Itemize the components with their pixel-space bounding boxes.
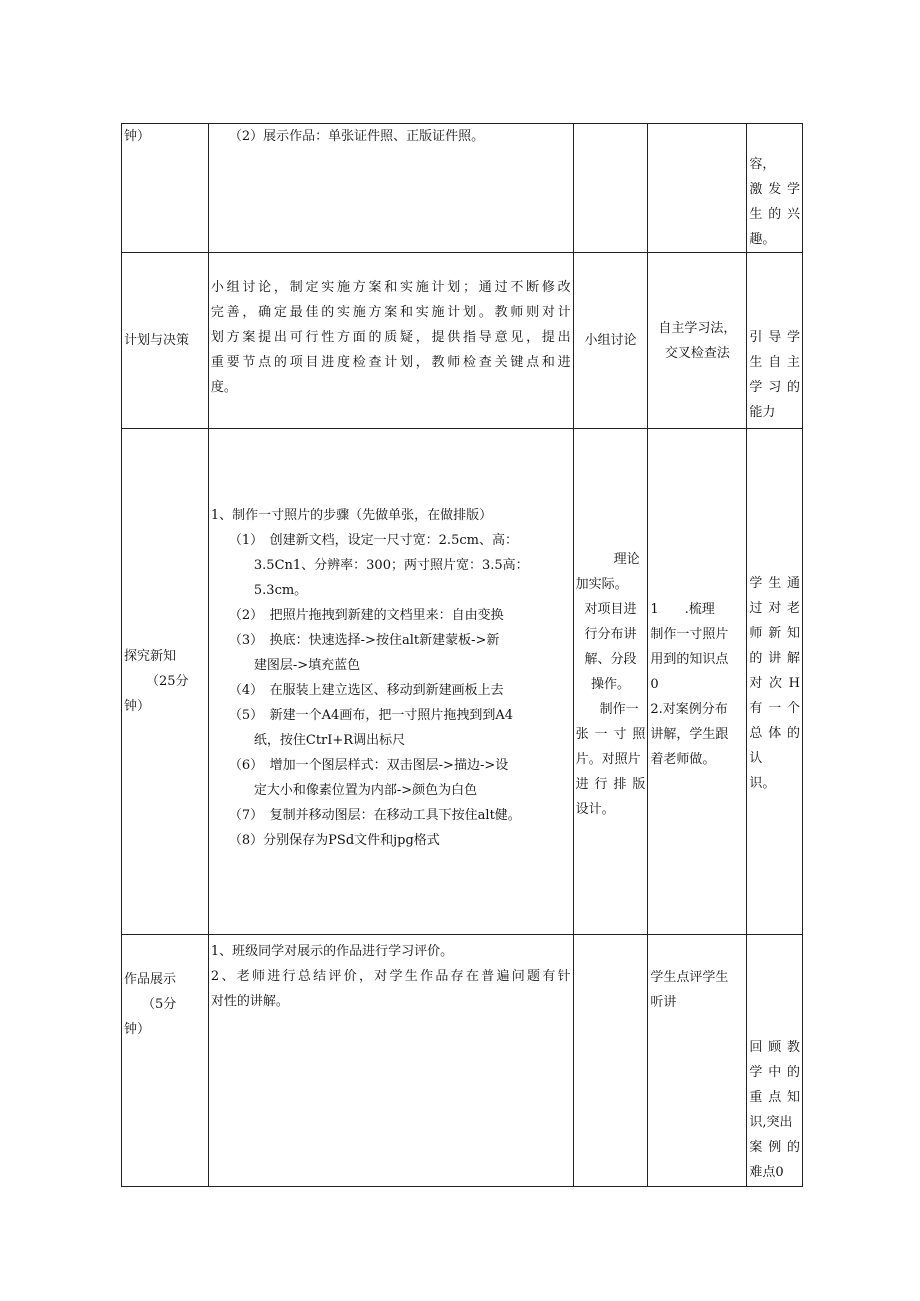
content-cell [208, 429, 573, 935]
stage-text: 钟） [124, 129, 151, 144]
activity-line: 片。对照片 [575, 752, 641, 767]
content-line: （7） 复制并移动图层：在移动工具下按住alt健。 [228, 808, 521, 823]
activity-line: 对项目进 [584, 602, 637, 617]
content-line: （4） 在服装上建立选区、移动到新建画板上去 [228, 683, 504, 698]
content-cell [208, 253, 573, 429]
intent-line: 能力 [749, 405, 776, 420]
activity-line: 设计。 [575, 802, 615, 817]
lesson-plan-table [121, 123, 803, 1187]
stage-cell [122, 253, 209, 429]
stage-text: （5分 [142, 997, 177, 1012]
content-cell [208, 124, 573, 253]
activity-line: 张一寸照 [575, 727, 646, 742]
intent-line: 激发学 [749, 182, 800, 197]
activity-line: 小组讨论 [584, 333, 637, 348]
intent-line: 趣。 [749, 232, 776, 247]
intent-line: 对次H [749, 676, 800, 691]
activity-line: 加实际。 [575, 577, 628, 592]
activity-cell [573, 429, 648, 935]
content-line: 划方案提出可行性方面的质疑，提供指导意见，提出 [210, 330, 571, 345]
intent-line: 师新知 [749, 626, 800, 641]
intent-line: 识。 [749, 776, 776, 791]
content-cell [208, 935, 573, 1187]
activity-cell [573, 124, 648, 253]
content-line: 度。 [210, 380, 237, 395]
intent-cell [747, 935, 803, 1187]
activity-cell [573, 935, 648, 1187]
activity-line: 进行排版 [575, 777, 646, 792]
content-line: （1） 创建新文档，设定一尺寸宽：2.5cm、高： [228, 533, 518, 548]
content-line: 1、制作一寸照片的步骤（先做单张，在做排版） [210, 508, 493, 523]
intent-line: 学中的 [749, 1065, 800, 1080]
content-line: （6） 增加一个图层样式：双击图层->描边->设 [228, 758, 509, 773]
stage-text: 钟） [124, 699, 151, 714]
content-line: 对性的讲解。 [210, 994, 289, 1009]
content-line: （3） 换底：快速选择->按住alt新建蒙板->新 [228, 633, 500, 648]
intent-line: 学习的 [749, 380, 800, 395]
intent-line: 过对老 [749, 601, 800, 616]
content-line: 1、班级同学对展示的作品进行学习评价。 [210, 944, 454, 959]
activity-line: 行分布讲 [584, 627, 637, 642]
method-cell [648, 253, 747, 429]
method-line: 2.对案例分布 [650, 702, 728, 717]
content-line: 建图层->填充蓝色 [253, 658, 361, 673]
content-line: （8）分别保存为PSd文件和jpg格式 [228, 833, 440, 848]
intent-line: 生自主 [749, 355, 800, 370]
content-line: 5.3cm。 [253, 583, 308, 598]
content-line: 定大小和像素位置为内部->颜色为白色 [253, 783, 478, 798]
method-line: 0 [650, 677, 659, 692]
content-line: （2） 把照片拖拽到新建的文档里来：自由变换 [228, 608, 504, 623]
intent-line: 总体的 [749, 726, 800, 741]
content-line: 重要节点的项目进度检查计划，教师检查关键点和进 [210, 355, 571, 370]
intent-line: 学生通 [749, 576, 800, 591]
content-line: 完善，确定最佳的实施方案和实施计划。教师则对计 [210, 305, 571, 320]
method-line: 交叉检查法 [664, 345, 730, 361]
content-line: 小组讨论，制定实施方案和实施计划；通过不断修改 [210, 280, 571, 295]
intent-line: 难点0 [749, 1165, 784, 1180]
stage-text: （25分 [146, 674, 189, 689]
intent-cell [747, 253, 803, 429]
content-line: （2）展示作品：单张证件照、正版证件照。 [228, 129, 485, 144]
intent-line: 重点知 [749, 1090, 800, 1105]
content-line: 3.5Cn1、分辨率：300；两寸照片宽：3.5高： [253, 558, 529, 573]
intent-line: 有一个 [749, 701, 800, 716]
intent-line: 回顾教 [749, 1040, 800, 1055]
table-row [122, 429, 803, 935]
method-line: 制作一寸照片 [650, 627, 729, 642]
intent-line: 的讲解 [749, 651, 800, 666]
activity-cell [573, 253, 648, 429]
intent-line: 识,突出 [749, 1115, 793, 1130]
activity-line: 解、分段 [584, 652, 637, 667]
stage-cell [122, 429, 209, 935]
stage-text: 计划与决策 [124, 333, 190, 348]
method-line: 1 .梳理 [650, 602, 715, 617]
content-line: （5） 新建一个A4画布，把一寸照片拖拽到到A4 [228, 708, 513, 723]
method-line: 用到的知识点 [650, 652, 729, 667]
stage-text: 作品展示 [124, 972, 177, 987]
intent-line: 引导学 [749, 330, 800, 345]
method-cell [648, 124, 747, 253]
stage-text: 钟） [124, 1022, 151, 1037]
method-line: 听讲 [650, 995, 677, 1010]
intent-line: 生的兴 [749, 207, 800, 222]
method-line: 学生点评学生 [650, 970, 729, 985]
method-line: 着老师做。 [650, 752, 716, 767]
activity-line: 操作。 [591, 677, 631, 692]
method-line: 讲解，学生跟 [650, 727, 729, 742]
intent-line: 容， [749, 157, 776, 172]
content-line: 纸，按住CtrI+R调出标尺 [253, 733, 406, 748]
intent-line: 认 [749, 751, 763, 766]
intent-line: 案例的 [749, 1140, 800, 1155]
table-row [122, 124, 803, 253]
stage-text: 探究新知 [124, 649, 177, 664]
stage-cell [122, 935, 209, 1187]
table-row [122, 253, 803, 429]
stage-cell [122, 124, 209, 253]
method-line: 自主学习法， [658, 320, 737, 336]
intent-cell [747, 124, 803, 253]
activity-line: 制作一 [599, 702, 639, 717]
intent-cell [747, 429, 803, 935]
method-cell [648, 429, 747, 935]
table-row [122, 935, 803, 1187]
content-line: 2、老师进行总结评价，对学生作品存在普遍问题有针 [210, 969, 571, 984]
method-cell [648, 935, 747, 1187]
activity-line: 理论 [613, 552, 640, 567]
